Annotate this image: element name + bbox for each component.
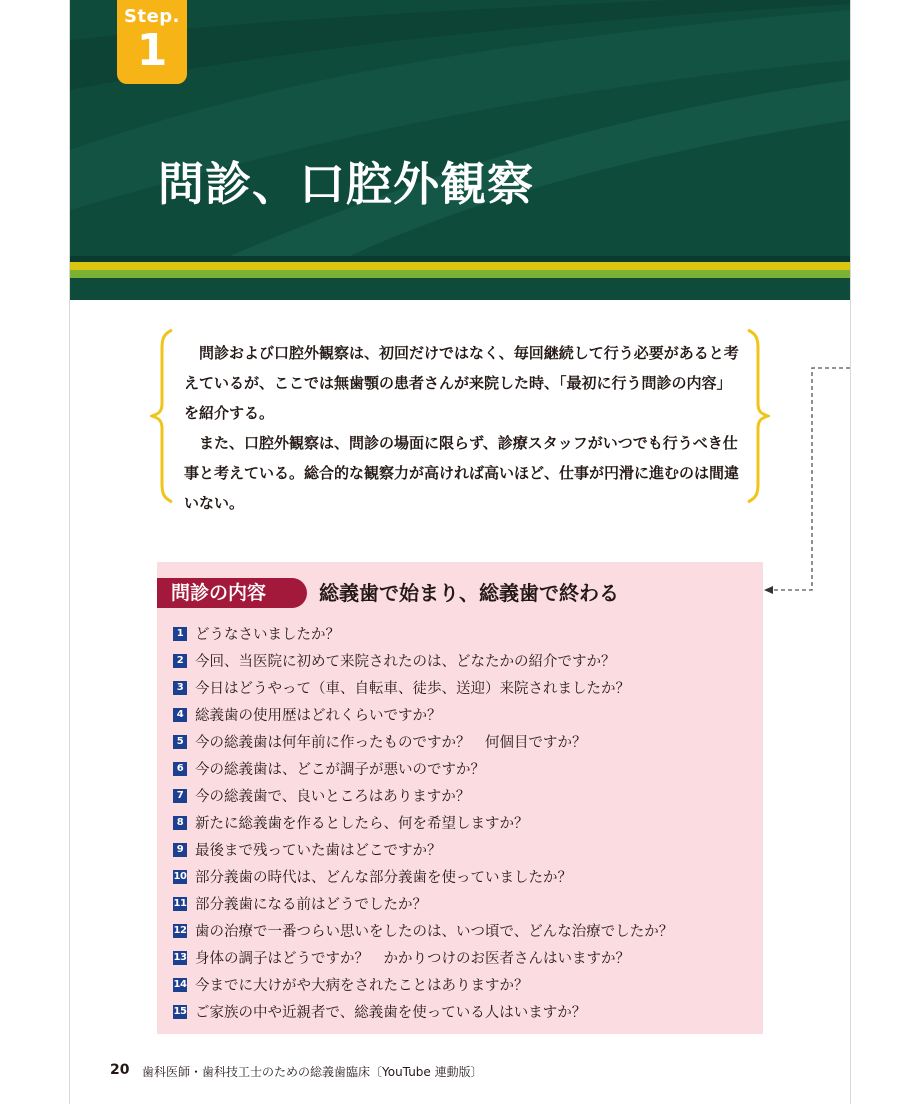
header-stripe-yellow [70,262,850,270]
question-item [173,863,759,890]
page-border-right [850,0,851,1104]
dashed-connector-arrow [760,360,850,600]
question-list [173,620,759,1025]
section-subtitle: 総義歯で始まり、総義歯で終わる [319,581,619,605]
question-item [173,809,759,836]
question-item [173,836,759,863]
question-item [173,647,759,674]
question-item [173,890,759,917]
question-item [173,701,759,728]
question-item [173,917,759,944]
intro-block [150,326,770,512]
question-text: 最後まで残っていた歯はどこですか？ [195,843,442,859]
question-number-badge: 15 [173,1005,187,1017]
question-number-badge: 6 [173,762,187,776]
question-number-badge: 14 [173,978,187,990]
intro-paragraph-1: 問診および口腔外観察は、初回だけではなく、毎回継続して行う必要があると考えているが、ここでは無歯顎の患者さんが来院した時、「最初に行う問診の内容」を紹介する。 [184,344,739,422]
question-number-badge: 11 [173,897,187,909]
section-tag: 問診の内容 [157,578,307,608]
question-text: 身体の調子はどうですか？ かかりつけのお医者さんはいますか？ [195,951,630,967]
question-item [173,971,759,998]
question-item [173,782,759,809]
step-label: Step. [124,6,180,27]
question-text: どうなさいましたか？ [195,627,340,643]
question-text: 総義歯の使用歴はどれくらいですか？ [195,708,442,724]
intro-paragraph-2: また、口腔外観察は、問診の場面に限らず、診療スタッフがいつでも行うべき仕事と考えている。総合的な観察力が高ければ高いほど、仕事が円滑に進むのは間違いない。 [184,434,740,512]
question-text: 今の総義歯は、どこが調子が悪いのですか？ [195,762,485,778]
question-item [173,620,759,647]
question-number-badge: 7 [173,789,187,803]
question-text: 今の総義歯で、良いところはありますか？ [195,789,471,805]
question-number-badge: 5 [173,735,187,749]
question-text: 歯の治療で一番つらい思いをしたのは、いつ頃で、どんな治療でしたか？ [195,924,674,940]
question-number-badge: 1 [173,627,187,641]
question-item [173,944,759,971]
interview-content-box [157,562,763,1034]
question-number-badge: 9 [173,843,187,857]
question-number-badge: 4 [173,708,187,722]
page-title: 問診、口腔外観察 [158,157,534,211]
header-stripe-green [70,270,850,278]
chapter-header [70,0,850,300]
intro-text [184,338,740,518]
question-item [173,728,759,755]
question-text: ご家族の中や近親者で、総義歯を使っている人はいますか？ [195,1005,587,1021]
footer-page-number: 20 [110,1062,130,1078]
question-number-badge: 3 [173,681,187,695]
question-text: 部分義歯の時代は、どんな部分義歯を使っていましたか？ [195,870,572,886]
footer-book-title: 歯科医師・歯科技工士のための総義歯臨床〔YouTube 連動版〕 [142,1065,483,1079]
question-number-badge: 2 [173,654,187,668]
question-text: 新たに総義歯を作るとしたら、何を希望しますか？ [195,816,529,832]
step-badge [117,0,187,84]
question-number-badge: 10 [173,870,187,882]
question-text: 今日はどうやって（車、自転車、徒歩、送迎）来院されましたか？ [195,681,630,697]
step-number: 1 [136,25,168,76]
question-text: 部分義歯になる前はどうでしたか？ [195,897,427,913]
question-number-badge: 12 [173,924,187,936]
question-text: 今までに大けがや大病をされたことはありますか？ [195,978,529,994]
question-item [173,998,759,1025]
question-text: 今回、当医院に初めて来院されたのは、どなたかの紹介ですか？ [195,654,616,670]
question-number-badge: 8 [173,816,187,830]
question-item [173,674,759,701]
header-background-swirl [70,0,850,256]
question-number-badge: 13 [173,951,187,963]
question-text: 今の総義歯は何年前に作ったものですか？ 何個目ですか？ [195,735,587,751]
question-item [173,755,759,782]
